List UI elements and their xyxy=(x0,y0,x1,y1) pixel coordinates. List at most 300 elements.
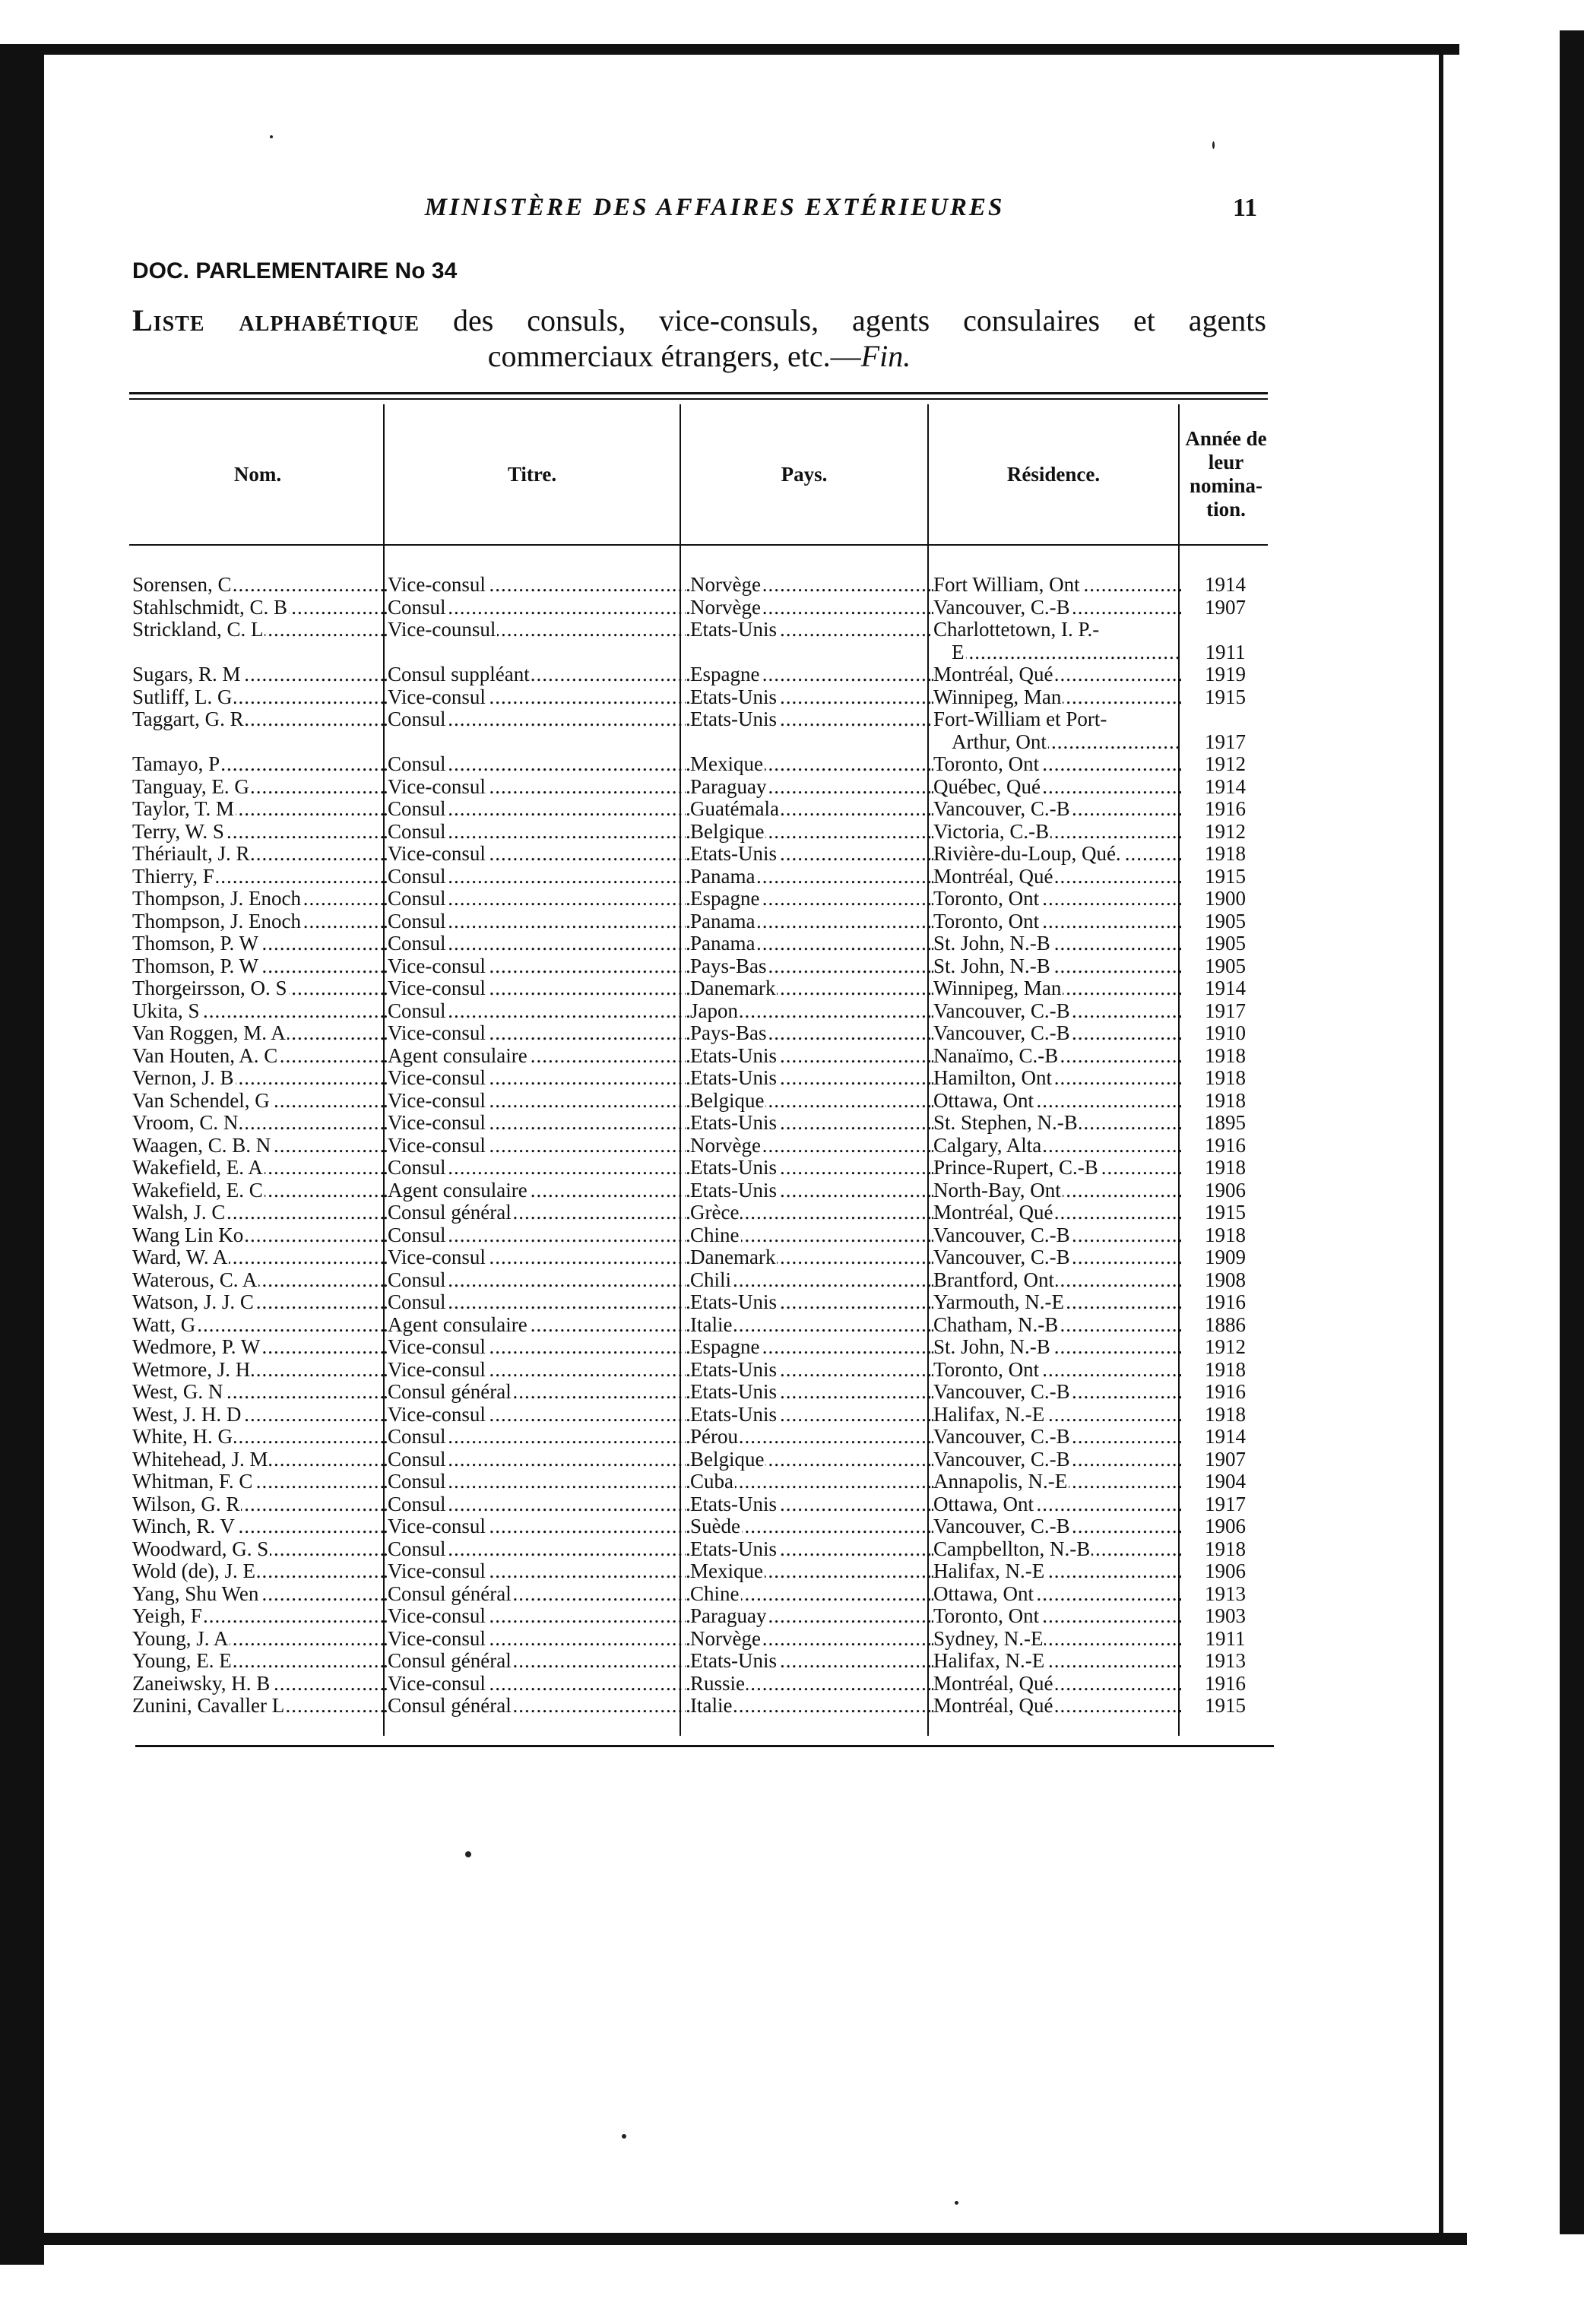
scan-edge-right xyxy=(1560,30,1584,2234)
cell-nom xyxy=(132,1493,383,1516)
cell-pays xyxy=(686,1515,930,1538)
cell-nom-text: Stahlschmidt, C. B xyxy=(132,596,288,619)
cell-pays-text: Etats-Unis xyxy=(690,1179,777,1202)
cell-titre xyxy=(383,866,686,888)
cell-titre xyxy=(383,1157,686,1179)
table-row xyxy=(132,1673,1269,1696)
scan-edge-top xyxy=(0,44,1459,55)
cell-pays xyxy=(686,1426,930,1449)
cell-residence-text: Vancouver, C.-B xyxy=(933,596,1070,619)
cell-titre-text: Consul xyxy=(388,820,446,843)
cell-titre xyxy=(383,1538,686,1561)
table-row xyxy=(132,1695,1269,1718)
table-row xyxy=(132,1560,1269,1583)
cell-annee: 1907 xyxy=(1205,1448,1246,1471)
cell-nom xyxy=(132,1157,383,1179)
cell-nom xyxy=(132,1090,383,1113)
cell-nom-text: Vroom, C. N xyxy=(132,1112,239,1134)
cell-titre xyxy=(383,821,686,844)
cell-titre xyxy=(383,776,686,799)
cell-pays xyxy=(686,1090,930,1113)
cell-residence-text: North-Bay, Ont xyxy=(933,1179,1061,1202)
table-row xyxy=(132,1135,1269,1157)
cell-pays xyxy=(686,619,930,663)
cell-nom xyxy=(132,1246,383,1269)
cell-titre-text: Consul xyxy=(388,865,446,888)
table-row xyxy=(132,1404,1269,1426)
cell-residence-text: Ottawa, Ont xyxy=(933,1089,1034,1112)
cell-titre xyxy=(383,708,686,753)
cell-titre xyxy=(383,1359,686,1382)
cell-pays xyxy=(686,686,930,709)
cell-annee: 1914 xyxy=(1205,1426,1246,1448)
cell-pays-text: Chili xyxy=(690,1268,732,1291)
cell-annee: 1915 xyxy=(1205,1202,1246,1224)
cell-residence-line-2 xyxy=(933,731,1180,754)
cell-residence xyxy=(930,1000,1181,1023)
cell-residence-text: Ottawa, Ont xyxy=(933,1493,1034,1515)
cell-residence-text: Vancouver, C.-B xyxy=(933,1448,1070,1471)
cell-annee: 1918 xyxy=(1205,1067,1246,1089)
cell-nom-text: Ukita, S xyxy=(132,999,200,1022)
cell-residence-text: Vancouver, C.-B xyxy=(933,1224,1070,1246)
cell-pays xyxy=(686,708,930,753)
cell-titre-text: Vice-consul xyxy=(388,977,486,999)
cell-residence xyxy=(930,1359,1181,1382)
cell-titre-text: Vice-consul xyxy=(388,1515,486,1537)
table-row xyxy=(132,1045,1269,1068)
cell-titre-text: Consul xyxy=(388,1268,446,1291)
cell-residence-text: Toronto, Ont xyxy=(933,753,1040,775)
cell-residence xyxy=(930,1628,1181,1651)
cell-residence xyxy=(930,1493,1181,1516)
table-row xyxy=(132,1067,1269,1090)
cell-nom xyxy=(132,1224,383,1247)
cell-pays-text: Danemark xyxy=(690,977,776,999)
header-annee-text: Année de leur nomina-tion. xyxy=(1185,427,1267,521)
cell-titre xyxy=(383,955,686,978)
cell-nom xyxy=(132,1650,383,1673)
cell-residence xyxy=(930,1336,1181,1359)
cell-annee: 1914 xyxy=(1205,574,1246,596)
cell-residence xyxy=(930,1157,1181,1179)
header-titre: Titre. xyxy=(507,462,557,486)
cell-annee: 1913 xyxy=(1205,1582,1246,1605)
table-row xyxy=(132,1471,1269,1493)
cell-titre xyxy=(383,1179,686,1202)
table-row xyxy=(132,821,1269,844)
cell-nom xyxy=(132,1404,383,1426)
cell-titre xyxy=(383,1022,686,1045)
cell-pays xyxy=(686,1157,930,1179)
cell-pays xyxy=(686,753,930,776)
table-row xyxy=(132,1628,1269,1651)
cell-pays xyxy=(686,1404,930,1426)
cell-titre xyxy=(383,1135,686,1157)
cell-pays-text: Etats-Unis xyxy=(690,1291,777,1313)
cell-pays-text: Panama xyxy=(690,910,756,932)
cell-annee: 1918 xyxy=(1205,1157,1246,1179)
cell-residence xyxy=(930,1090,1181,1113)
cell-residence-line-2-text: Arthur, Ont xyxy=(933,731,1048,754)
cell-titre xyxy=(383,1583,686,1606)
header-residence: Résidence. xyxy=(1006,462,1101,486)
cell-residence xyxy=(930,888,1181,910)
cell-residence-line-2-text: E xyxy=(933,641,966,664)
cell-annee: 1914 xyxy=(1205,977,1246,999)
cell-residence xyxy=(930,1605,1181,1628)
cell-titre xyxy=(383,888,686,910)
cell-annee: 1916 xyxy=(1205,1381,1246,1403)
table-row xyxy=(132,798,1269,821)
cell-residence xyxy=(930,1269,1181,1292)
cell-nom-text: Wold (de), J. E xyxy=(132,1560,256,1582)
cell-annee: 1918 xyxy=(1205,1224,1246,1246)
cell-titre xyxy=(383,1246,686,1269)
cell-titre xyxy=(383,1067,686,1090)
cell-titre-text: Vice-consul xyxy=(388,1336,486,1358)
cell-pays xyxy=(686,1673,930,1696)
cell-nom-text: West, J. H. D xyxy=(132,1403,242,1426)
cell-annee: 1895 xyxy=(1205,1112,1246,1134)
cell-titre-text: Vice-consul xyxy=(388,1672,486,1695)
cell-nom-text: Strickland, C. L xyxy=(132,619,264,641)
title-line-1-rest: des consuls, vice-consuls, agents consulaires et agents xyxy=(420,303,1266,337)
cell-nom xyxy=(132,843,383,866)
cell-titre-text: Vice-consul xyxy=(388,1627,486,1650)
table-row xyxy=(132,866,1269,888)
cell-annee: 1905 xyxy=(1205,910,1246,932)
cell-annee: 1916 xyxy=(1205,1672,1246,1695)
cell-residence-text: Québec, Qué xyxy=(933,775,1041,798)
table-row xyxy=(132,1291,1269,1314)
cell-residence-text: Rivière-du-Loup, Qué. xyxy=(933,843,1121,865)
cell-residence xyxy=(930,977,1181,1000)
cell-titre-text: Consul général xyxy=(388,1650,512,1672)
cell-residence-text: Winnipeg, Man xyxy=(933,977,1062,999)
table-row xyxy=(132,1650,1269,1673)
cell-titre-text: Agent consulaire xyxy=(388,1313,527,1336)
cell-pays xyxy=(686,910,930,933)
table-row xyxy=(132,574,1269,597)
cell-pays-text: Etats-Unis xyxy=(690,619,777,641)
cell-titre-text: Vice-consul xyxy=(388,1246,486,1268)
cell-titre-text: Vice-consul xyxy=(388,1358,486,1381)
title-line-2-italic: Fin. xyxy=(860,339,911,373)
cell-titre xyxy=(383,1381,686,1404)
cell-residence xyxy=(930,1650,1181,1673)
table-row xyxy=(132,1179,1269,1202)
cell-titre xyxy=(383,1336,686,1359)
cell-nom xyxy=(132,663,383,686)
cell-residence xyxy=(930,1426,1181,1449)
cell-residence xyxy=(930,1560,1181,1583)
cell-titre xyxy=(383,1628,686,1651)
cell-pays-text: Chine xyxy=(690,1582,740,1605)
cell-residence xyxy=(930,1404,1181,1426)
cell-pays-text: Belgique xyxy=(690,1089,765,1112)
cell-residence xyxy=(930,843,1181,866)
cell-nom-text: Winch, R. V xyxy=(132,1515,235,1537)
table-row xyxy=(132,1493,1269,1516)
cell-residence-text: Campbellton, N.-B xyxy=(933,1537,1091,1560)
header-bottom-rule xyxy=(129,544,1268,546)
cell-residence-text: Calgary, Alta xyxy=(933,1134,1042,1157)
cell-annee: 1915 xyxy=(1205,685,1246,708)
cell-annee: 1909 xyxy=(1205,1246,1246,1268)
cell-annee: 1906 xyxy=(1205,1515,1246,1537)
title-line-2-text: commerciaux étrangers, etc.— xyxy=(487,339,861,373)
cell-annee: 1912 xyxy=(1205,1336,1246,1358)
cell-nom-text: Thomson, P. W xyxy=(132,932,259,955)
cell-pays-text: Espagne xyxy=(690,888,760,910)
cell-titre xyxy=(383,1560,686,1583)
cell-titre-text: Consul xyxy=(388,798,446,820)
cell-titre-text: Consul xyxy=(388,1493,446,1515)
cell-nom-text: Thompson, J. Enoch xyxy=(132,888,301,910)
cell-pays-text: Etats-Unis xyxy=(690,1157,777,1179)
table-row xyxy=(132,1426,1269,1449)
cell-nom xyxy=(132,1359,383,1382)
cell-residence-text: Toronto, Ont xyxy=(933,1358,1040,1381)
cell-nom-text: Taylor, T. M xyxy=(132,798,235,820)
table-top-rule-thin xyxy=(129,398,1268,400)
cell-residence xyxy=(930,708,1181,753)
cell-nom-text: Watson, J. J. C xyxy=(132,1291,254,1313)
scan-speck xyxy=(1212,141,1215,149)
cell-titre-text: Consul xyxy=(388,1537,446,1560)
cell-residence-text: Vancouver, C.-B xyxy=(933,1381,1070,1403)
cell-residence xyxy=(930,1538,1181,1561)
cell-nom-text: Yeigh, F xyxy=(132,1605,202,1627)
cell-annee: 1908 xyxy=(1205,1268,1246,1291)
cell-titre-text: Vice-consul xyxy=(388,1112,486,1134)
page-number: 11 xyxy=(1233,194,1258,222)
cell-residence-text: Hamilton, Ont xyxy=(933,1067,1052,1089)
cell-annee: 1916 xyxy=(1205,1134,1246,1157)
cell-residence-text: Toronto, Ont xyxy=(933,888,1040,910)
cell-titre xyxy=(383,843,686,866)
cell-nom xyxy=(132,597,383,619)
cell-annee: 1913 xyxy=(1205,1650,1246,1672)
cell-pays-text: Danemark xyxy=(690,1246,776,1268)
cell-pays-text: Mexique xyxy=(690,753,763,775)
cell-pays xyxy=(686,1493,930,1516)
cell-nom xyxy=(132,1067,383,1090)
cell-pays xyxy=(686,663,930,686)
cell-titre-text: Consul xyxy=(388,999,446,1022)
table-row xyxy=(132,1112,1269,1135)
cell-pays xyxy=(686,1538,930,1561)
cell-annee: 1915 xyxy=(1205,865,1246,888)
cell-annee: 1918 xyxy=(1205,1089,1246,1112)
scan-speck xyxy=(270,135,273,138)
cell-titre-text: Agent consulaire xyxy=(388,1179,527,1202)
cell-pays xyxy=(686,1246,930,1269)
table-row xyxy=(132,753,1269,776)
cell-pays xyxy=(686,888,930,910)
cell-titre xyxy=(383,1426,686,1449)
cell-titre-text: Consul xyxy=(388,1426,446,1448)
cell-nom xyxy=(132,686,383,709)
cell-residence xyxy=(930,866,1181,888)
cell-residence xyxy=(930,686,1181,709)
cell-pays-text: Etats-Unis xyxy=(690,1537,777,1560)
cell-residence xyxy=(930,1381,1181,1404)
cell-annee: 1910 xyxy=(1205,1022,1246,1044)
cell-pays-text: Panama xyxy=(690,865,756,888)
cell-titre-text: Consul général xyxy=(388,1695,512,1717)
cell-nom-text: Sorensen, C xyxy=(132,574,232,596)
cell-pays-text: Italie xyxy=(690,1695,733,1717)
cell-titre-text: Vice-consul xyxy=(388,955,486,977)
cell-pays-text: Etats-Unis xyxy=(690,1358,777,1381)
table-row xyxy=(132,888,1269,910)
cell-titre xyxy=(383,1045,686,1068)
cell-pays xyxy=(686,1695,930,1718)
cell-pays-text: Belgique xyxy=(690,1448,765,1471)
table-row xyxy=(132,1224,1269,1247)
cell-annee: 1917 xyxy=(1205,1493,1246,1515)
header-nom: Nom. xyxy=(233,462,282,486)
cell-residence xyxy=(930,1202,1181,1224)
cell-titre-text: Consul xyxy=(388,1157,446,1179)
running-head: MINISTÈRE DES AFFAIRES EXTÉRIEURES xyxy=(424,194,1005,221)
cell-pays-text: Pays-Bas xyxy=(690,955,767,977)
cell-pays xyxy=(686,1605,930,1628)
cell-pays-text: Etats-Unis xyxy=(690,1650,777,1672)
cell-annee: 1905 xyxy=(1205,955,1246,977)
cell-annee: 1917 xyxy=(1205,999,1246,1022)
cell-residence xyxy=(930,1291,1181,1314)
cell-residence-text: St. John, N.-B xyxy=(933,955,1050,977)
cell-titre-text: Consul général xyxy=(388,1582,512,1605)
cell-nom-text: Yang, Shu Wen xyxy=(132,1582,259,1605)
cell-pays-text: Etats-Unis xyxy=(690,685,777,708)
cell-pays xyxy=(686,1269,930,1292)
cell-nom-text: Van Houten, A. C xyxy=(132,1044,278,1067)
cell-titre xyxy=(383,597,686,619)
cell-residence-text: Sydney, N.-E xyxy=(933,1627,1044,1650)
cell-annee: 1917 xyxy=(1205,730,1246,753)
cell-nom-text: Wetmore, J. H xyxy=(132,1358,251,1381)
cell-annee: 1907 xyxy=(1205,596,1246,619)
cell-residence-text: Vancouver, C.-B xyxy=(933,1515,1070,1537)
cell-nom xyxy=(132,1426,383,1449)
cell-pays xyxy=(686,821,930,844)
cell-residence xyxy=(930,1673,1181,1696)
consul-table-body xyxy=(132,574,1269,1718)
cell-pays-text: Etats-Unis xyxy=(690,1067,777,1089)
cell-nom-text: Walsh, J. C xyxy=(132,1202,226,1224)
cell-titre xyxy=(383,1449,686,1471)
cell-titre-text: Consul xyxy=(388,910,446,932)
cell-nom xyxy=(132,977,383,1000)
cell-pays-text: Belgique xyxy=(690,820,765,843)
cell-nom-text: Van Schendel, G xyxy=(132,1089,270,1112)
table-top-rule xyxy=(129,392,1268,394)
table-row xyxy=(132,686,1269,709)
cell-pays xyxy=(686,1000,930,1023)
cell-nom xyxy=(132,932,383,955)
cell-titre xyxy=(383,932,686,955)
cell-pays-text: Norvège xyxy=(690,574,761,596)
cell-residence xyxy=(930,955,1181,978)
cell-pays-text: Norvège xyxy=(690,596,761,619)
scan-speck xyxy=(955,2201,958,2205)
cell-titre-text: Consul xyxy=(388,708,446,730)
cell-residence xyxy=(930,1449,1181,1471)
table-bottom-rule xyxy=(135,1745,1274,1747)
cell-residence xyxy=(930,1246,1181,1269)
cell-titre-text: Vice-consul xyxy=(388,1403,486,1426)
cell-residence xyxy=(930,821,1181,844)
table-row xyxy=(132,1246,1269,1269)
cell-titre-text: Consul général xyxy=(388,1202,512,1224)
cell-titre xyxy=(383,574,686,597)
cell-pays xyxy=(686,798,930,821)
cell-residence-text: Prince-Rupert, C.-B xyxy=(933,1157,1098,1179)
cell-residence-text: Montréal, Qué xyxy=(933,1672,1053,1695)
cell-titre xyxy=(383,1493,686,1516)
cell-nom xyxy=(132,1336,383,1359)
cell-nom-text: West, G. N xyxy=(132,1381,223,1403)
cell-residence-text: Chatham, N.-B xyxy=(933,1313,1059,1336)
cell-nom-text: Thériault, J. R xyxy=(132,843,250,865)
cell-titre-text: Vice-consul xyxy=(388,685,486,708)
cell-nom-text: Thompson, J. Enoch xyxy=(132,910,301,932)
cell-titre-text: Consul xyxy=(388,932,446,955)
table-row xyxy=(132,1515,1269,1538)
cell-nom xyxy=(132,1605,383,1628)
cell-residence-text: Montréal, Qué xyxy=(933,1695,1053,1717)
cell-annee: 1912 xyxy=(1205,753,1246,775)
cell-nom xyxy=(132,1583,383,1606)
table-row xyxy=(132,1269,1269,1292)
cell-pays-text: Italie xyxy=(690,1313,733,1336)
cell-nom xyxy=(132,1022,383,1045)
cell-titre xyxy=(383,1650,686,1673)
cell-titre-text: Vice-consul xyxy=(388,775,486,798)
cell-residence-text: Fort William, Ont xyxy=(933,574,1080,596)
cell-nom xyxy=(132,1112,383,1135)
cell-residence-text: Yarmouth, N.-E xyxy=(933,1291,1065,1313)
cell-pays-text: Espagne xyxy=(690,663,760,685)
table-row xyxy=(132,1157,1269,1179)
cell-titre-text: Vice-consul xyxy=(388,1022,486,1044)
cell-pays xyxy=(686,1045,930,1068)
cell-pays-text: Pérou xyxy=(690,1426,738,1448)
cell-annee: 1911 xyxy=(1205,640,1246,663)
cell-residence-text: Halifax, N.-E xyxy=(933,1403,1045,1426)
cell-annee: 1918 xyxy=(1205,1403,1246,1426)
cell-annee: 1915 xyxy=(1205,1695,1246,1717)
cell-pays xyxy=(686,955,930,978)
cell-residence xyxy=(930,1515,1181,1538)
cell-titre xyxy=(383,910,686,933)
cell-residence xyxy=(930,753,1181,776)
cell-residence xyxy=(930,1179,1181,1202)
table-row xyxy=(132,1359,1269,1382)
cell-annee: 1905 xyxy=(1205,932,1246,955)
cell-residence-text: Winnipeg, Man xyxy=(933,685,1062,708)
cell-annee: 1919 xyxy=(1205,663,1246,685)
cell-nom xyxy=(132,1515,383,1538)
cell-annee: 1904 xyxy=(1205,1471,1246,1493)
cell-nom xyxy=(132,910,383,933)
cell-residence xyxy=(930,663,1181,686)
cell-nom xyxy=(132,1560,383,1583)
